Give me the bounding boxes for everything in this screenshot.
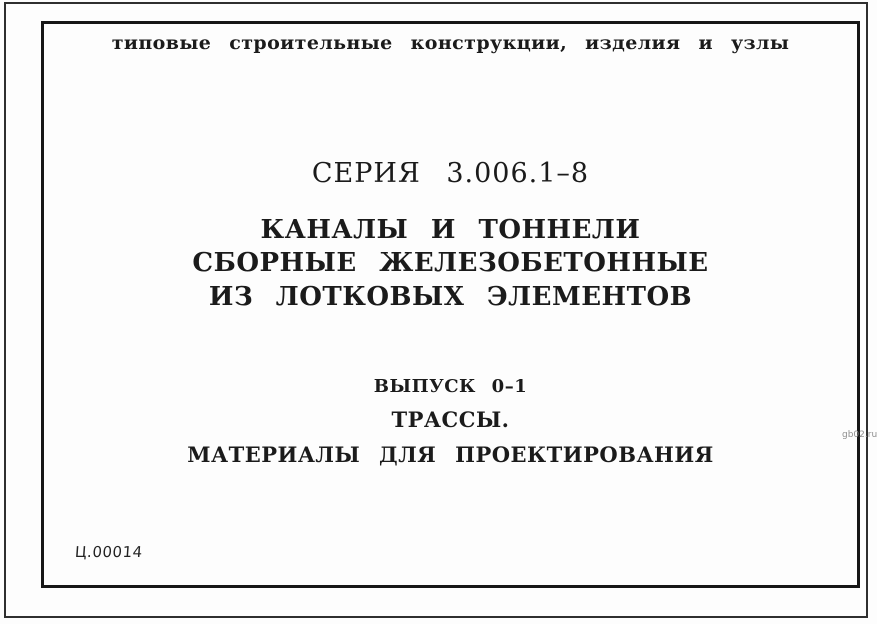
handwritten-inventory-code: Ц.00014 (74, 543, 144, 561)
issue-number: ВЫПУСК 0–1 (373, 376, 528, 397)
document-title-line-3: ИЗ ЛОТКОВЫХ ЭЛЕМЕНТОВ (208, 282, 693, 312)
document-title-line-2: СБОРНЫЕ ЖЕЛЕЗОБЕТОННЫЕ (192, 248, 709, 278)
document-title-line-1: КАНАЛЫ И ТОННЕЛИ (260, 215, 641, 245)
site-watermark: gb02.ru (842, 430, 877, 440)
document-subtitle-line-2: МАТЕРИАЛЫ ДЛЯ ПРОЕКТИРОВАНИЯ (187, 442, 714, 467)
document-category-header: типовые строительные конструкции, изделия и узлы (111, 32, 790, 54)
series-number: СЕРИЯ 3.006.1–8 (311, 158, 590, 189)
document-subtitle-line-1: ТРАССЫ. (391, 407, 510, 432)
